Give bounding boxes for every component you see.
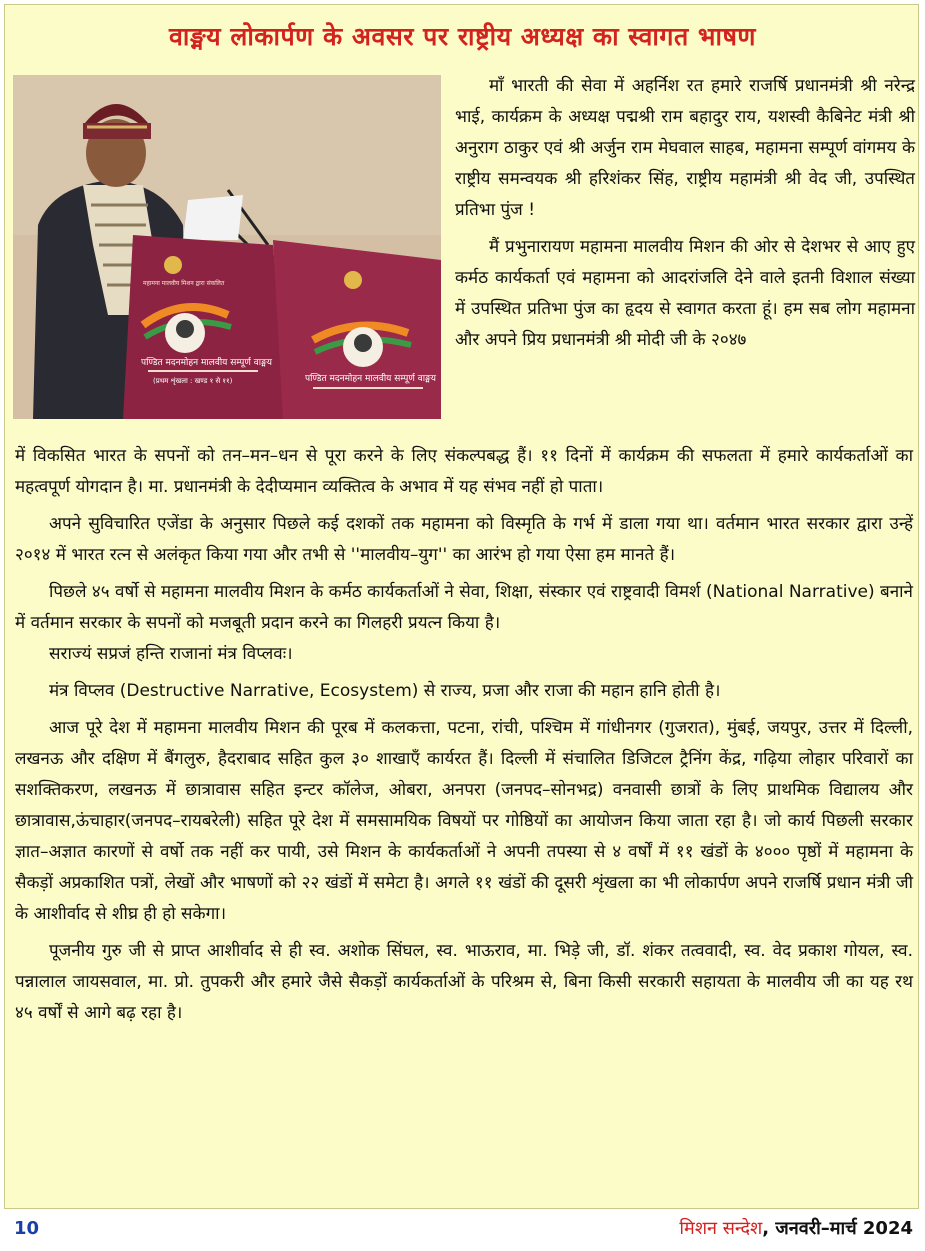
speaker-photo-illustration [13,75,441,419]
paragraph-welcome-continued: में विकसित भारत के सपनों को तन–मन–धन से पूरा करने के लिए संकल्पबद्ध हैं। ११ दिनों में कार्यक्रम की सफलता में हमारे कार्यकर्ताओं का महत्वपूर्ण योगदान है। मा. प्रधानमंत्री के देदीप्यमान व्यक्तित्व के अभाव में यह संभव नहीं हो पाता। [15,446,913,497]
page-footer [0,1216,925,1244]
banner-small-text: महामना मालवीय मिशन द्वारा संकलित [143,280,225,287]
page-number: 10 [14,1218,40,1239]
speaker-photo [13,75,441,419]
article-body [15,441,913,1035]
paragraph-gratitude: पूजनीय गुरु जी से प्राप्त आशीर्वाद से ही स्व. अशोक सिंघल, स्व. भाऊराव, मा. भिड़े जी, डॉ. शंकर तत्ववादी, स्व. वेद प्रकाश गोयल, स्व. पन्नालाल जायसवाल, मा. प्रो. तुपकरी और हमारे जैसे सैकड़ों कार्यकर्ताओं के परिश्रम से, बिना किसी सरकारी सहायता के मालवीय जी का यह रथ ४५ वर्षों से आगे बढ़ रहा है। [15,941,913,1023]
paragraph-branches: आज पूरे देश में महामना मालवीय मिशन की पूरब में कलकत्ता, पटना, रांची, पश्चिम में गांधीनगर (गुजरात), मुंबई, जयपुर, उत्तर में दिल्ली, लखनऊ और दक्षिण में बैंगलुरु, हैदराबाद सहित कुल ३० शाखाएँ कार्यरत हैं। दिल्ली में संचालित डिजिटल ट्रैनिंग केंद्र, गढ़िया लोहार परिवारों का सशक्तिकरण, लखनऊ में छात्रावास सहित इन्टर कॉलेज, ओबरा, अनपरा (जनपद–सोनभद्र) वनवासी छात्रों के लिए प्राथमिक विद्यालय और छात्रावास,ऊंचाहार(जनपद–रायबरेली) सहित पूरे देश में समसामयिक विषयों पर गोष्ठियों का आयोजन किया जाता रहा है। जो कार्य पिछली सरकार ज्ञात–अज्ञात कारणों से वर्षो तक नहीं कर पायी, उसे मिशन के कार्यकर्ताओं ने अपनी तपस्या से ४ वर्षों में ११ खंडों के ४००० पृष्ठों में महामना के सैकड़ों अप्रकाशित पत्रों, लेखों और भाषणों को २२ खंडों में समेटा है। अगले ११ खंडों की दूसरी शृंखला का भी लोकार्पण अपने राजर्षि प्रधान मंत्री जी के आशीर्वाद से शीघ्र ही हो सकेगा। [15,718,913,924]
publication-info [679,1216,913,1240]
article-intro-column [455,71,915,356]
publication-name: मिशन सन्देश [679,1218,763,1239]
banner-title-left: पण्डित मदनमोहन मालवीय सम्पूर्ण वाङ्मय [141,358,272,368]
article-title: वाङ्मय लोकार्पण के अवसर पर राष्ट्रीय अध्यक्ष का स्वागत भाषण [168,22,757,51]
banner-subtitle: (प्रथम शृंखला : खण्ड १ से ११) [153,377,233,385]
paragraph-shloka: सराज्यं सप्रजं हन्ति राजानां मंत्र विप्लवः। [49,644,293,664]
paragraph-agenda: अपने सुविचारित एजेंडा के अनुसार पिछले कई दशकों तक महामना को विस्मृति के गर्भ में डाला गया था। वर्तमान भारत सरकार द्वारा उन्हें २०१४ में भारत रत्न से अलंकृत किया गया और तभी से ''मालवीय–युग'' का आरंभ हो गया ऐसा हम मानते हैं। [15,514,913,565]
paragraph-welcome-start: मैं प्रभुनारायण महामना मालवीय मिशन की ओर से देशभर से आए हुए कर्मठ कार्यकर्ता एवं महामना को आदरांजलि देने वाले इतनी विशाल संख्या में उपस्थित प्रतिभा पुंज का हृदय से स्वागत करता हूं। हम सब लोग महामना और अपने प्रिय प्रधानमंत्री श्री मोदी जी के २०४७ [455,237,915,350]
paragraph-mantra-viplav: मंत्र विप्लव (Destructive Narrative, Ecosystem) से राज्य, प्रजा और राजा की महान हानि होती है। [49,681,721,701]
paragraph-greeting: माँ भारती की सेवा में अहर्निश रत हमारे राजर्षि प्रधानमंत्री श्री नरेन्द्र भाई, कार्यक्रम के अध्यक्ष पद्मश्री राम बहादुर राय, यशस्वी कैबिनेट मंत्री श्री अनुराग ठाकुर एवं श्री अर्जुन राम मेघवाल साहब, महामना सम्पूर्ण वांगमय के राष्ट्रीय समन्वयक श्री हरिशंकर सिंह, राष्ट्रीय महामंत्री श्री वेद जी, उपस्थित प्रतिभा पुंज ! [455,76,915,220]
page [4,4,919,1209]
issue-date: , जनवरी–मार्च 2024 [762,1218,913,1239]
paragraph-45-years: पिछले ४५ वर्षो से महामना मालवीय मिशन के कर्मठ कार्यकर्ताओं ने सेवा, शिक्षा, संस्कार एवं राष्ट्रवादी विमर्श (National Narrative) बनाने में वर्तमान सरकार के सपनों को मजबूती प्रदान करने का गिलहरी प्रयत्न किया है। [15,582,913,633]
banner-title-right: पण्डित मदनमोहन मालवीय सम्पूर्ण वाङ्मय [305,374,436,384]
